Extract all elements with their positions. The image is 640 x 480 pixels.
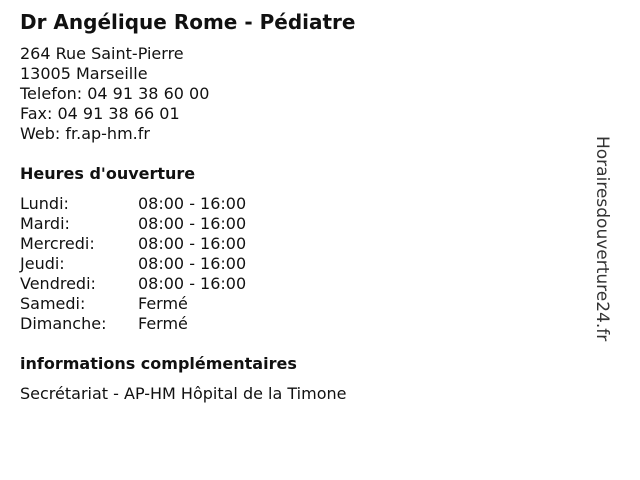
- day-hours: Fermé: [138, 314, 188, 333]
- additional-info-text: Secrétariat - AP-HM Hôpital de la Timone: [20, 384, 347, 403]
- site-watermark: Horairesdouverture24.fr: [592, 136, 612, 342]
- opening-hours-table: [20, 194, 246, 334]
- day-hours: 08:00 - 16:00: [138, 194, 247, 213]
- phone-number: Telefon: 04 91 38 60 00: [20, 84, 210, 103]
- day-hours: Fermé: [138, 294, 188, 313]
- website: Web: fr.ap-hm.fr: [20, 124, 150, 143]
- day-hours: 08:00 - 16:00: [138, 214, 247, 233]
- hours-row-sunday: [20, 314, 246, 334]
- day-hours: 08:00 - 16:00: [138, 274, 247, 293]
- hours-row-saturday: [20, 294, 246, 314]
- contact-details: [20, 44, 209, 144]
- day-label: Jeudi:: [20, 254, 65, 273]
- day-hours: 08:00 - 16:00: [138, 254, 247, 273]
- address-city: 13005 Marseille: [20, 64, 148, 83]
- hours-row-monday: [20, 194, 246, 214]
- day-label: Samedi:: [20, 294, 86, 313]
- hours-row-friday: [20, 274, 246, 294]
- day-label: Lundi:: [20, 194, 69, 213]
- hours-row-tuesday: [20, 214, 246, 234]
- day-label: Mercredi:: [20, 234, 95, 253]
- day-label: Mardi:: [20, 214, 70, 233]
- day-hours: 08:00 - 16:00: [138, 234, 247, 253]
- opening-hours-heading: Heures d'ouverture: [20, 164, 196, 183]
- day-label: Vendredi:: [20, 274, 96, 293]
- hours-row-thursday: [20, 254, 246, 274]
- address-street: 264 Rue Saint-Pierre: [20, 44, 184, 63]
- additional-info-heading: informations complémentaires: [20, 354, 297, 373]
- page-title: Dr Angélique Rome - Pédiatre: [20, 10, 356, 34]
- hours-row-wednesday: [20, 234, 246, 254]
- day-label: Dimanche:: [20, 314, 107, 333]
- fax-number: Fax: 04 91 38 66 01: [20, 104, 180, 123]
